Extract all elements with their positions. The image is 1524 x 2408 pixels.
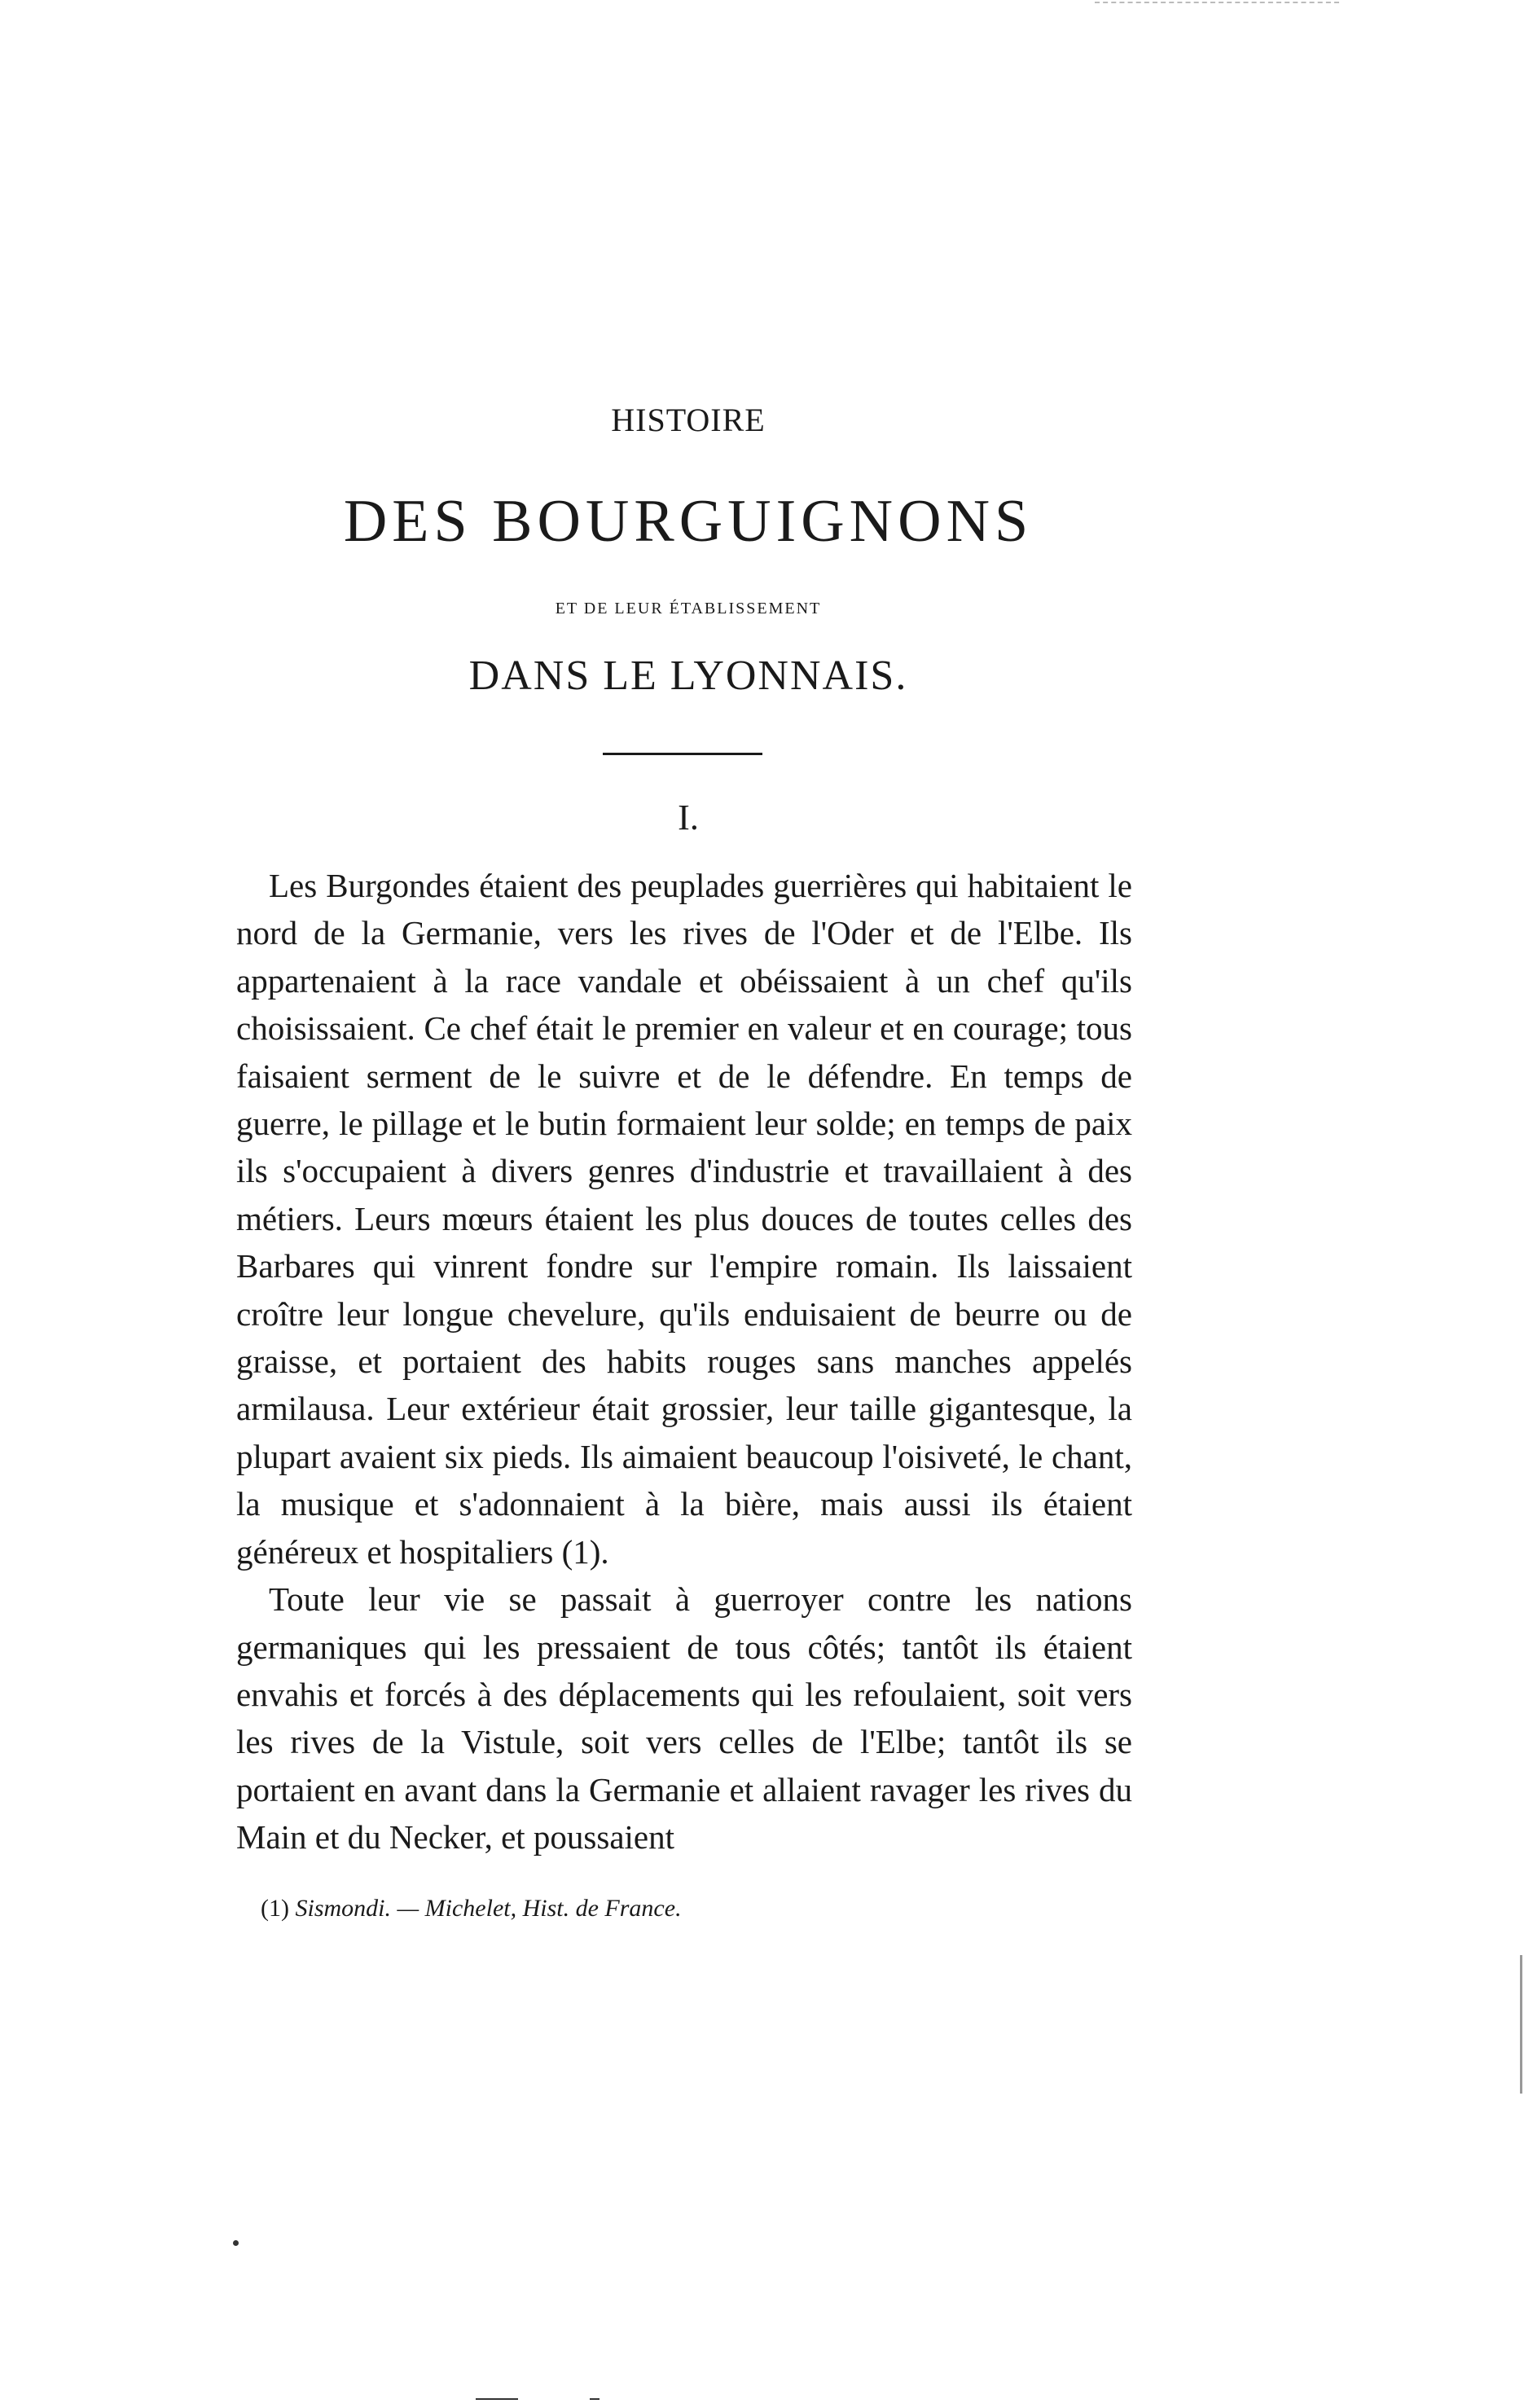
title-divider	[603, 753, 762, 755]
title-secondary: DANS LE LYONNAIS.	[468, 653, 908, 699]
paragraph: Les Burgondes étaient des peuplades guerrières qui habitaient le nord de la Germanie, vers les rives de l'Oder et de l'Elbe. Ils appartenaient à la race vandale et obéissaient à un chef qu'ils choisissaient. Ce chef était le premier en valeur et en courage; tous faisaient serment de le suivre et de le défendre. En temps de guerre, le pillage et le butin formaient leur solde; en temps de paix ils s'occupaient à divers genres d'industrie et travaillaient à des métiers. Leurs mœurs étaient les plus douces de toutes celles des Barbares qui vinrent fondre sur l'empire romain. Ils laissaient croître leur longue chevelure, qu'ils enduisaient de beurre ou de graisse, et portaient des habits rouges sans manches appelés armilausa. Leur extérieur était grossier, leur taille gigantesque, la plupart avaient six pieds. Ils aimaient beaucoup l'oisiveté, le chant, la musique et s'adonnaient à la bière, mais aussi ils étaient généreux et hospitaliers (1).	[236, 867, 1132, 1571]
paragraph: Toute leur vie se passait à guerroyer contre les nations germaniques qui les pressaient de tous côtés; tantôt ils étaient envahis et forcés à des déplacements qui les refoulaient, soit vers les rives de la Vistule, soit vers celles de l'Elbe; tantôt ils se portaient en avant dans la Germanie et allaient ravager les rives du Main et du Necker, et poussaient	[236, 1580, 1132, 1857]
body-text	[236, 862, 1132, 1861]
title-subtitle: ET DE LEUR ÉTABLISSEMENT	[555, 600, 822, 617]
footnote	[261, 1895, 1124, 1922]
scan-mark	[590, 2398, 599, 2400]
footnote-text: Sismondi. — Michelet, Hist. de France.	[295, 1895, 682, 1922]
section-number: I.	[678, 798, 699, 837]
scan-edge-mark	[1520, 1955, 1522, 2094]
title-kicker: HISTOIRE	[611, 402, 766, 438]
scan-edge-mark	[1095, 2, 1339, 3]
page-title: DES BOURGUIGNONS	[343, 488, 1034, 555]
footnote-marker: (1)	[261, 1895, 289, 1922]
scan-mark	[476, 2398, 518, 2400]
scan-speck	[233, 2240, 239, 2246]
